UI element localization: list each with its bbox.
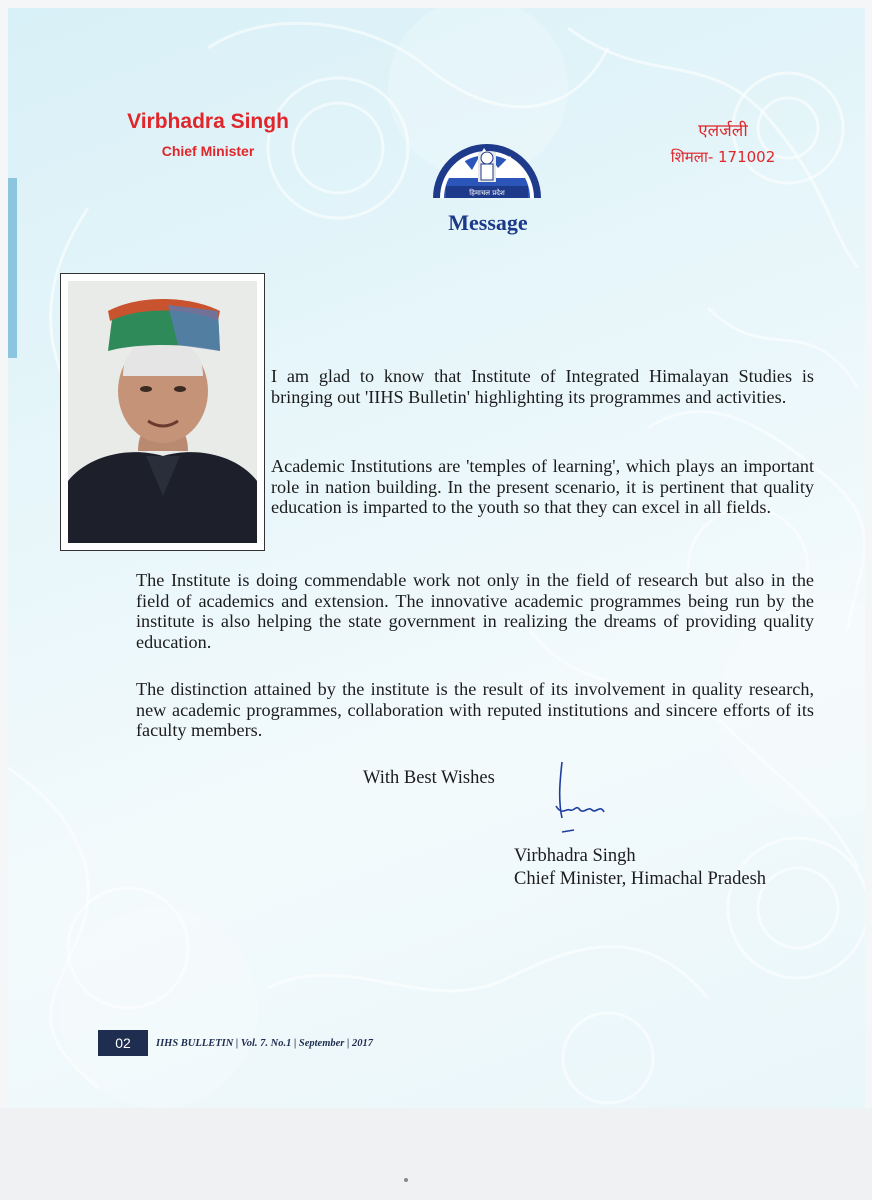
- emblem-caption: हिमाचल प्रदेश: [469, 189, 505, 197]
- message-title: Message: [448, 210, 528, 235]
- address-line-1: एलर्जली: [698, 121, 748, 141]
- scan-speck: [404, 1178, 408, 1182]
- header-name-block: [108, 108, 308, 162]
- bulletin-page: [8, 8, 865, 1108]
- message-paragraph-3: The Institute is doing commendable work not only in the field of research but also in the field of academics and extension. The innovative academic programmes being run by the institute is also helping the state government in realizing the dreams of providing quality education.: [136, 570, 814, 652]
- message-paragraph-2: Academic Institutions are 'temples of learning', which plays an important role in nation building. In the present scenario, it is pertinent that quality education is imparted to the youth so that they can excel in all fields.: [271, 456, 814, 518]
- message-paragraph-1: I am glad to know that Institute of Integrated Himalayan Studies is bringing out 'IIHS Bulletin' highlighting its programmes and activities.: [271, 366, 814, 407]
- signatory-name: Virbhadra Singh: [514, 846, 636, 866]
- closing-wishes: With Best Wishes: [363, 768, 495, 788]
- portrait-frame: [60, 273, 265, 551]
- portrait-photo: [68, 281, 257, 543]
- state-emblem-logo: [428, 118, 546, 202]
- header-title: Chief Minister: [161, 143, 255, 159]
- header-name: Virbhadra Singh: [127, 110, 289, 133]
- page-footer: [98, 1030, 373, 1056]
- signatory-title: Chief Minister, Himachal Pradesh: [514, 869, 767, 889]
- page-number-badge: 02: [98, 1030, 148, 1056]
- handwritten-signature: [548, 760, 618, 850]
- publication-info: IIHS BULLETIN | Vol. 7. No.1 | September | 2017: [156, 1037, 373, 1049]
- edge-stripe: [8, 178, 17, 358]
- address-block: [648, 118, 798, 170]
- scan-margin: [0, 1108, 872, 1200]
- address-line-2: शिमला- 171002: [670, 148, 776, 166]
- message-paragraph-4: The distinction attained by the institute is the result of its involvement in quality research, new academic programmes, collaboration with reputed institutions and sincere efforts of its faculty members.: [136, 679, 814, 741]
